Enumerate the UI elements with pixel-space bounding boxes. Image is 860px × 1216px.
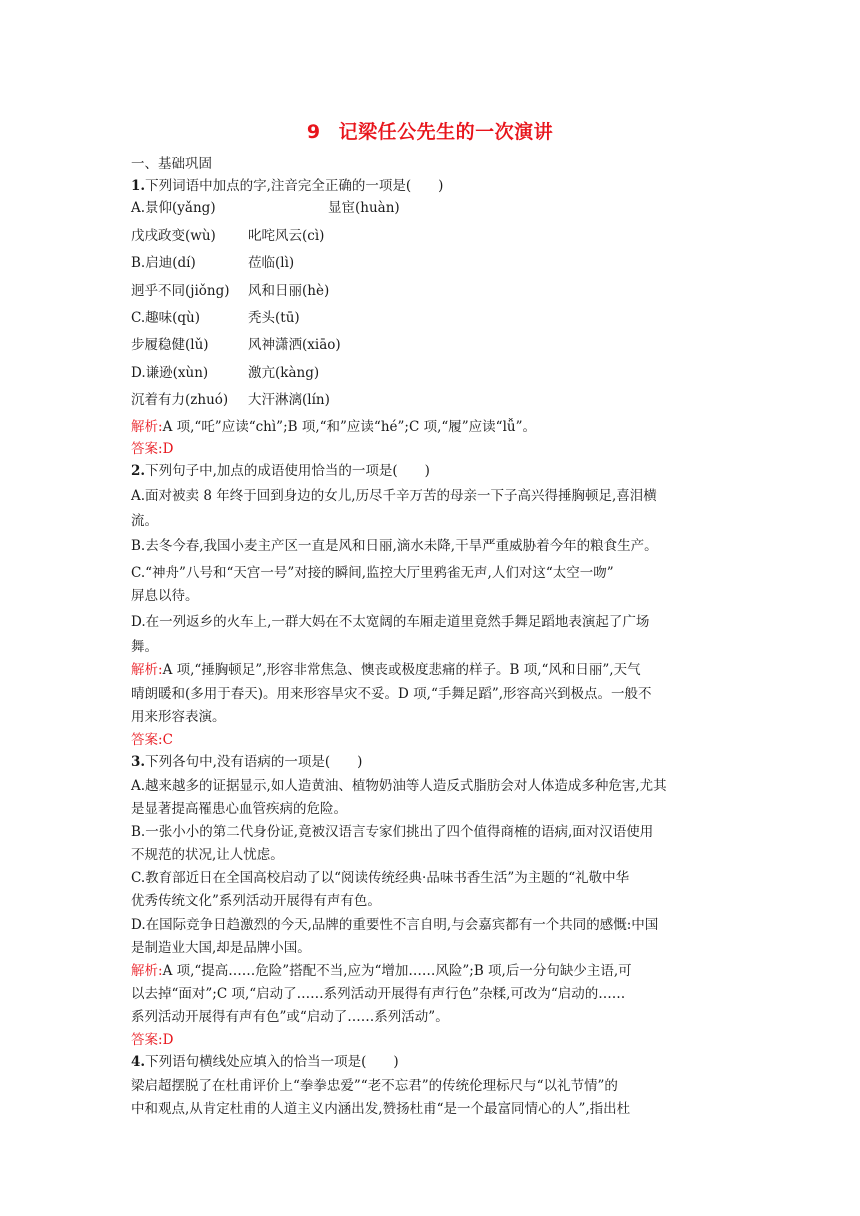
q1-analysis: 解析:A 项,“吒”应读“chì”;B 项,“和”应读“hé”;C 项,“履”应读“lǚ”。	[131, 419, 536, 435]
q3-option-c-cont: 优秀传统文化”系列活动开展得有声有色。	[131, 893, 381, 909]
q1-option-a1: A.景仰(yǎng)	[131, 200, 216, 216]
q2-option-c-cont: 屏息以待。	[131, 588, 199, 604]
q1-option-d3: 沉着有力(zhuó)	[131, 392, 229, 408]
section-heading: 一、基础巩固	[131, 156, 212, 172]
q2-analysis: 解析:A 项,“捶胸顿足”,形容非常焦急、懊丧或极度悲痛的样子。B 项,“风和日丽”,天气	[131, 662, 641, 678]
q1-option-b4: 风和日丽(hè)	[248, 283, 330, 299]
lesson-title: 记梁任公先生的一次演讲	[338, 121, 554, 143]
q2-answer: 答案:C	[131, 732, 173, 748]
q3-analysis-cont-2: 系列活动开展得有声有色”或“启动了……系列活动”。	[131, 1009, 449, 1025]
q1-option-a2: 显宦(huàn)	[328, 200, 400, 216]
q2-option-d-cont: 舞。	[131, 639, 158, 655]
question-1: 1.下列词语中加点的字,注音完全正确的一项是( )	[131, 178, 444, 194]
q1-option-b1: B.启迪(dí)	[131, 255, 196, 271]
q1-option-c4: 风神潇洒(xiāo)	[248, 337, 341, 353]
q3-analysis: 解析:A 项,“提高……危险”搭配不当,应为“增加……风险”;B 项,后一分句缺少主语,可	[131, 963, 632, 979]
q2-analysis-cont-1: 晴朗暖和(多用于春天)。用来形容旱灾不妥。D 项,“手舞足蹈”,形容高兴到极点。一般不	[131, 686, 652, 702]
question-3: 3.下列各句中,没有语病的一项是( )	[131, 754, 363, 770]
q2-option-a-cont: 流。	[131, 513, 158, 529]
q1-option-c3: 步履稳健(lǔ)	[131, 337, 209, 353]
question-4: 4.下列语句横线处应填入的恰当一项是( )	[131, 1054, 399, 1070]
q1-option-a4: 叱咤风云(cì)	[248, 228, 325, 244]
q3-option-a: A.越来越多的证据显示,如人造黄油、植物奶油等人造反式脂肪会对人体造成多种危害,尤其	[131, 778, 667, 794]
q3-option-a-cont: 是显著提高罹患心血管疾病的危险。	[131, 801, 347, 817]
q2-analysis-cont-2: 用来形容表演。	[131, 709, 226, 725]
page-title	[0, 117, 860, 144]
question-2: 2.下列句子中,加点的成语使用恰当的一项是( )	[131, 463, 430, 479]
q3-option-b: B.一张小小的第二代身份证,竟被汉语言专家们挑出了四个值得商榷的语病,面对汉语使用	[131, 824, 654, 840]
q3-option-d: D.在国际竞争日趋激烈的今天,品牌的重要性不言自明,与会嘉宾都有一个共同的感慨:中国	[131, 917, 659, 933]
q1-option-b2: 莅临(lì)	[248, 255, 295, 271]
q3-option-d-cont: 是制造业大国,却是品牌小国。	[131, 940, 311, 956]
q1-option-c1: C.趣味(qù)	[131, 310, 201, 326]
q2-option-a: A.面对被卖 8 年终于回到身边的女儿,历尽千辛万苦的母亲一下子高兴得捶胸顿足,喜泪横	[131, 488, 657, 504]
q4-passage-cont: 中和观点,从肯定杜甫的人道主义内涵出发,赞扬杜甫“是一个最富同情心的人”,指出杜	[131, 1101, 631, 1117]
q2-option-d: D.在一列返乡的火车上,一群大妈在不太宽阔的车厢走道里竟然手舞足蹈地表演起了广场	[131, 614, 650, 630]
q1-option-d1: D.谦逊(xùn)	[131, 365, 209, 381]
q3-option-b-cont: 不规范的状况,让人忧虑。	[131, 847, 284, 863]
q1-option-d2: 激亢(kàng)	[248, 365, 320, 381]
q3-answer: 答案:D	[131, 1032, 174, 1048]
q1-option-d4: 大汗淋漓(lín)	[248, 392, 330, 408]
q4-passage: 梁启超摆脱了在杜甫评价上“拳拳忠爱”“老不忘君”的传统伦理标尺与“以礼节情”的	[131, 1078, 618, 1094]
q3-analysis-cont-1: 以去掉“面对”;C 项,“启动了……系列活动开展得有声行色”杂糅,可改为“启动的……	[131, 986, 626, 1002]
q3-option-c: C.教育部近日在全国高校启动了以“阅读传统经典·品味书香生活”为主题的“礼敬中华	[131, 870, 630, 886]
lesson-number: 9	[306, 121, 321, 143]
q2-option-c: C.“神舟”八号和“天宫一号”对接的瞬间,监控大厅里鸦雀无声,人们对这“太空一吻”	[131, 565, 614, 581]
q1-option-a3: 戊戌政变(wù)	[131, 228, 216, 244]
q1-option-c2: 秃头(tū)	[248, 310, 300, 326]
q2-option-b: B.去冬今春,我国小麦主产区一直是风和日丽,滴水未降,干旱严重威胁着今年的粮食生产。	[131, 538, 658, 554]
q1-answer: 答案:D	[131, 441, 174, 457]
q1-option-b3: 迥乎不同(jiǒng)	[131, 283, 230, 299]
